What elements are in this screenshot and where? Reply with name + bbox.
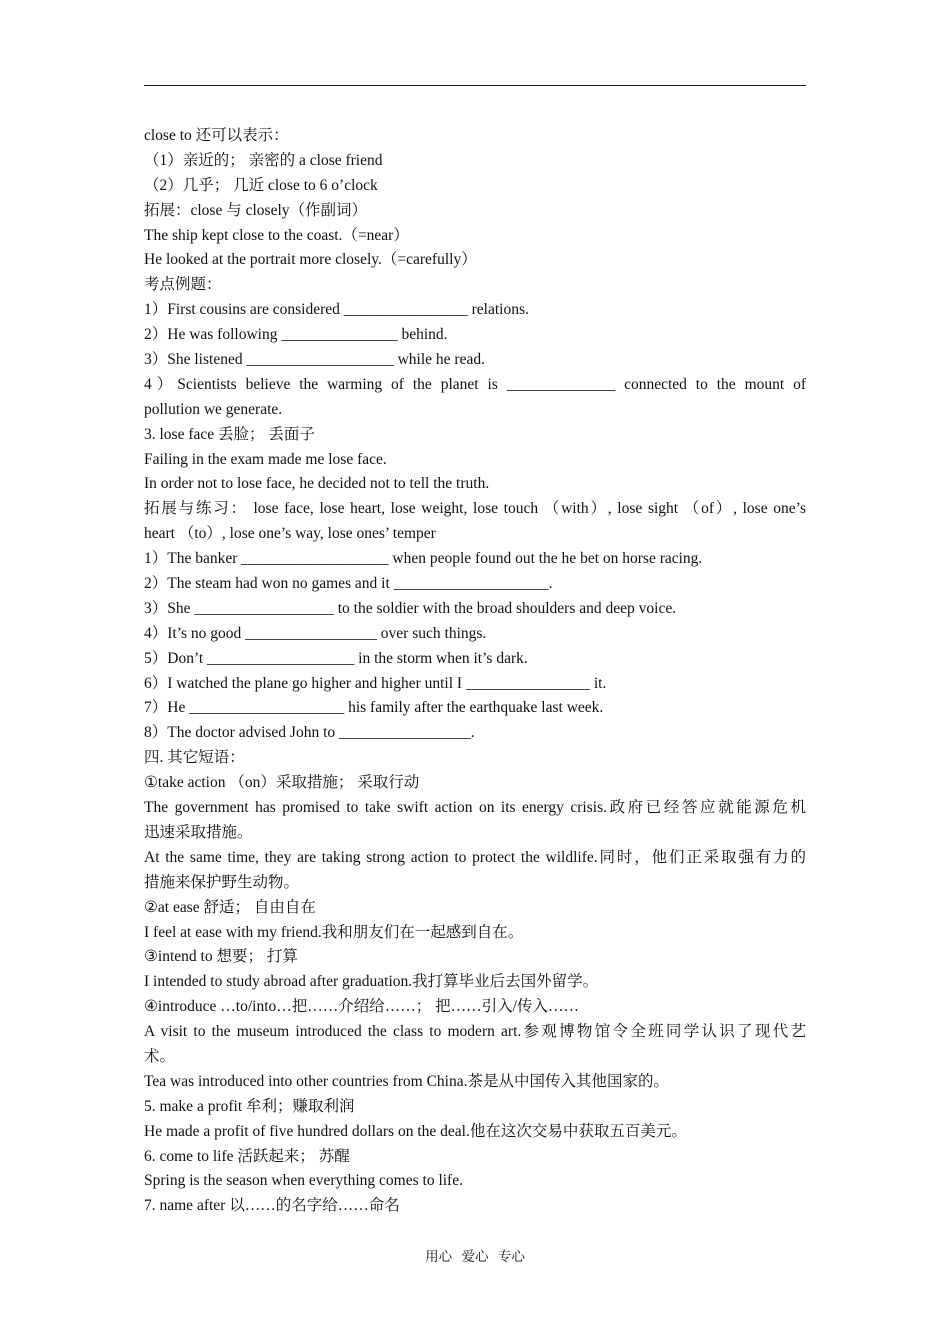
text-line: 1）The banker ___________________ when people found out the he bet on horse racing. — [144, 550, 703, 568]
text-line: ④introduce …to/into…把……介绍给……； 把……引入/传入…… — [144, 998, 579, 1016]
text-line: heart （to）, lose one’s way, lose ones’ temper — [144, 525, 436, 543]
text-line: 3. lose face 丢脸； 丢面子 — [144, 425, 315, 443]
text-line: close to 还可以表示： — [144, 127, 289, 144]
text-line: A visit to the museum introduced the class to modern art.参观博物馆令全班同学认识了现代艺 — [144, 1023, 806, 1041]
text-line: 5）Don’t ___________________ in the storm when it’s dark. — [144, 649, 528, 667]
text-line: The ship kept close to the coast.（=near） — [144, 226, 409, 244]
text-line: （2）几乎； 几近 close to 6 o’clock — [144, 176, 378, 194]
text-line: （1）亲近的； 亲密的 a close friend — [144, 151, 383, 169]
text-line: 2）He was following _______________ behind. — [144, 326, 448, 344]
text-line: He made a profit of five hundred dollars on the deal.他在这次交易中获取五百美元。 — [144, 1122, 687, 1140]
text-line: 7. name after 以……的名字给……命名 — [144, 1197, 400, 1215]
text-line: ②at ease 舒适； 自由自在 — [144, 898, 316, 916]
text-line: I feel at ease with my friend.我和朋友们在一起感到自在。 — [144, 923, 524, 941]
text-line: I intended to study abroad after graduation.我打算毕业后去国外留学。 — [144, 973, 599, 991]
text-line: Tea was introduced into other countries from China.茶是从中国传入其他国家的。 — [144, 1072, 669, 1090]
text-line: 拓展与练习： lose face, lose heart, lose weight, lose touch （with）, lose sight （of）, lose one’s — [144, 500, 806, 518]
header-rule — [144, 85, 806, 86]
text-line: The government has promised to take swift action on its energy crisis.政府已经答应就能源危机 — [144, 799, 806, 817]
text-line: ③intend to 想要； 打算 — [144, 948, 298, 966]
text-line: pollution we generate. — [144, 400, 283, 418]
text-line: 拓展：close 与 closely（作副词） — [144, 201, 368, 219]
text-line: 4）Scientists believe the warming of the planet is ______________ connected to the mount of — [144, 375, 806, 393]
text-line: 6）I watched the plane go higher and higher until I ________________ it. — [144, 674, 607, 692]
text-line: ①take action （on）采取措施； 采取行动 — [144, 774, 420, 792]
text-line: 5. make a profit 牟利；赚取利润 — [144, 1097, 355, 1115]
text-line: 3）She listened ___________________ while he read. — [144, 351, 485, 369]
text-line: 术。 — [144, 1047, 176, 1065]
text-line: 措施来保护野生动物。 — [144, 873, 300, 891]
text-line: In order not to lose face, he decided not to tell the truth. — [144, 475, 490, 493]
text-line: 2）The steam had won no games and it ____________________. — [144, 575, 553, 593]
text-line: 7）He ____________________ his family after the earthquake last week. — [144, 699, 604, 717]
text-line: Spring is the season when everything comes to life. — [144, 1172, 463, 1190]
text-line: 1）First cousins are considered ________________ relations. — [144, 301, 529, 319]
text-line: 四. 其它短语： — [144, 749, 245, 767]
page-footer: 用心 爱心 专心 — [425, 1249, 525, 1264]
text-line: Failing in the exam made me lose face. — [144, 450, 387, 468]
text-line: 8）The doctor advised John to _________________. — [144, 724, 475, 742]
text-line: He looked at the portrait more closely.（=carefully） — [144, 251, 477, 269]
text-line: 6. come to life 活跃起来； 苏醒 — [144, 1147, 350, 1165]
document-body — [144, 124, 806, 1219]
text-line: 考点例题： — [144, 276, 222, 294]
text-line: 迅速采取措施。 — [144, 823, 253, 841]
text-line: 4）It’s no good _________________ over such things. — [144, 624, 487, 642]
text-line: 3）She __________________ to the soldier with the broad shoulders and deep voice. — [144, 599, 677, 617]
text-line: At the same time, they are taking strong action to protect the wildlife.同时，他们正采取强有力的 — [144, 848, 806, 866]
